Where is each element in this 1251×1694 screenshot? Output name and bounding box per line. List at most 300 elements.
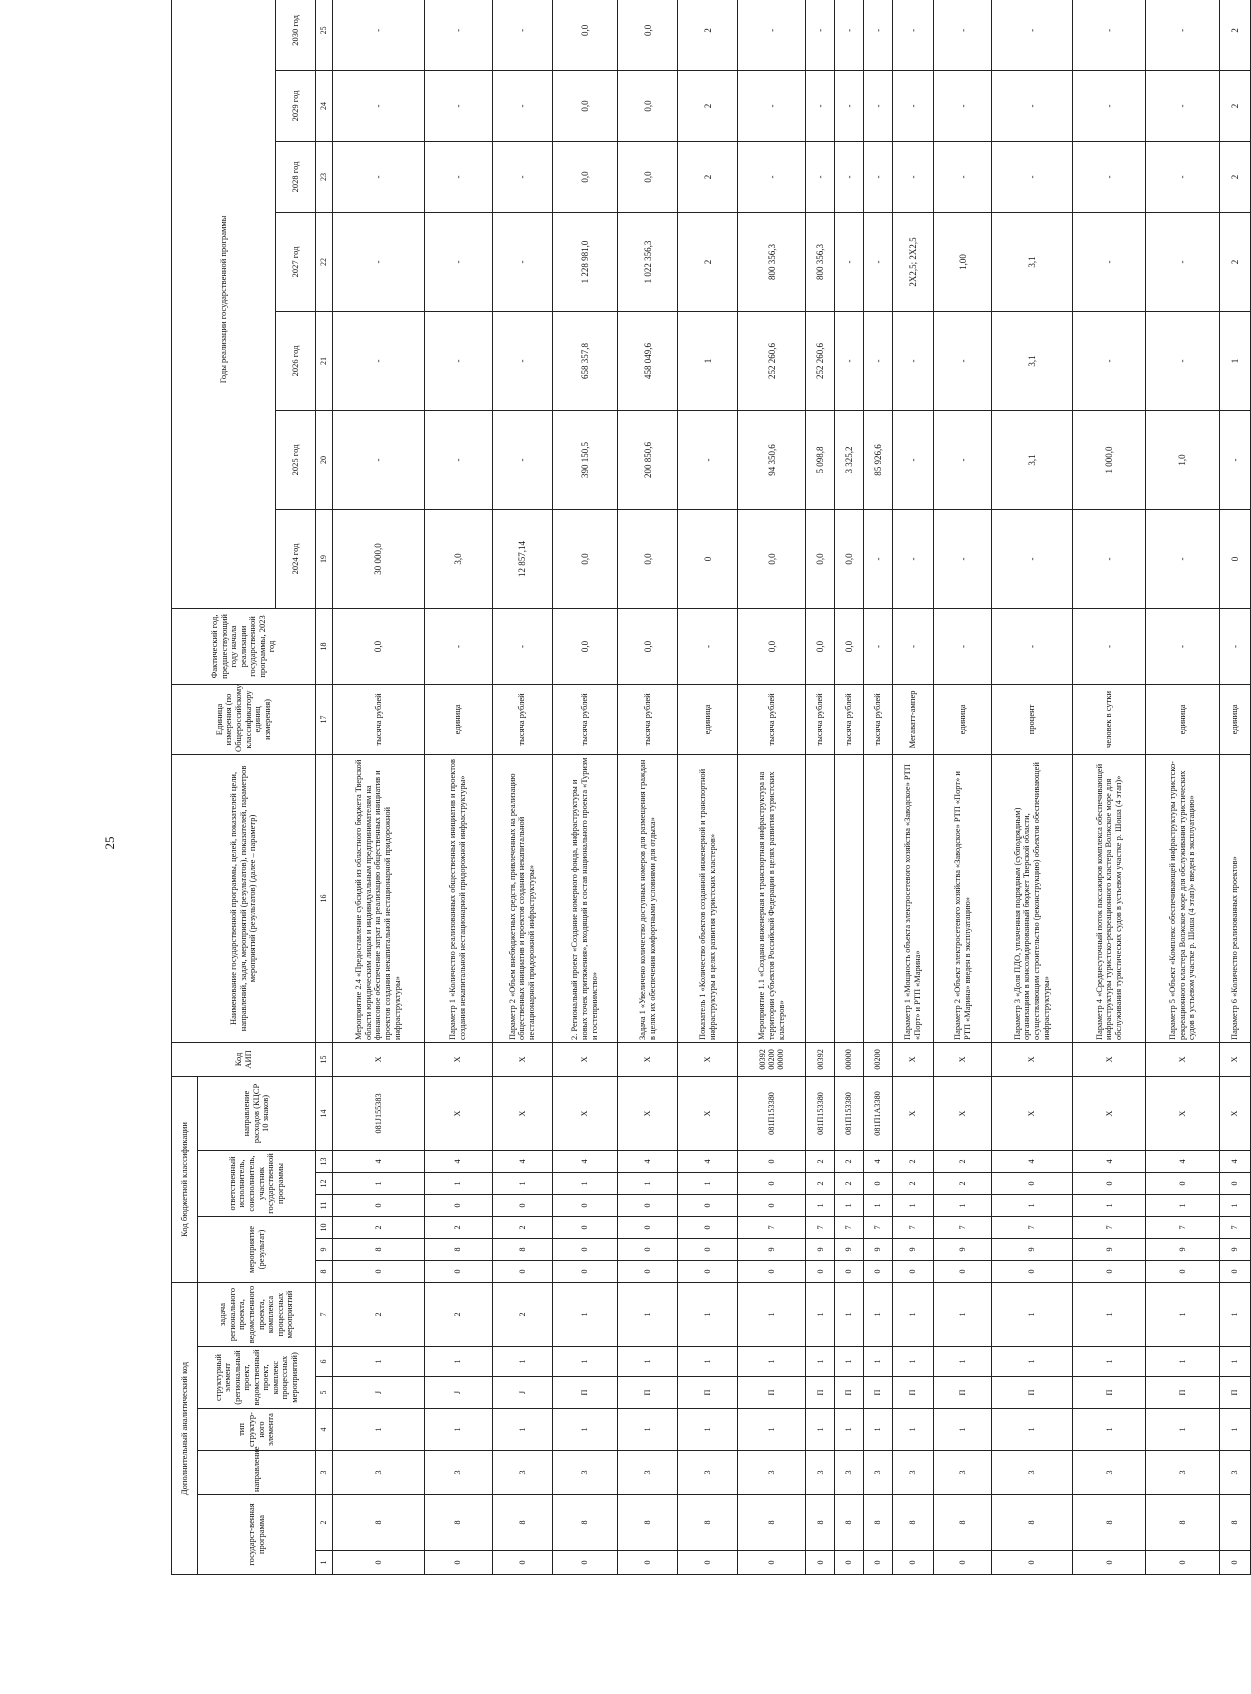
year-value-cell: 0: [1219, 509, 1251, 608]
year-value-cell: 0,0: [552, 0, 617, 70]
kcsr-cell: X: [552, 1076, 617, 1150]
code-cell-c7: 1: [892, 1283, 934, 1347]
year-value-cell: 1 228 981,0: [552, 212, 617, 311]
code-cell-c2: 8: [678, 1495, 738, 1551]
description-cell: Параметр 2 «Объем внебюджетных средств, привлеченных на реализацию общественных инициатив и проектов создания некапитальной нестационарной придорожной инфраструктуры»: [492, 754, 552, 1042]
code-cell-c5: П: [1219, 1377, 1251, 1409]
code-cell-c9: 0: [618, 1239, 678, 1261]
code-cell-c9: 0: [678, 1239, 738, 1261]
aip-cell: X: [1073, 1042, 1146, 1076]
year-value-cell: 658 357,8: [552, 311, 617, 410]
description-cell: 2. Региональный проект «Создание номерного фонда, инфраструктуры и новых точек притяжения», входящий в состав национального проекта «Туризм и гостеприимство»: [552, 754, 617, 1042]
code-cell-c11: 1: [934, 1195, 992, 1217]
code-cell-c13: 0: [738, 1151, 806, 1173]
kcsr-cell: 081П153380: [738, 1076, 806, 1150]
year-value-cell: -: [892, 509, 934, 608]
year-value-cell: -: [1219, 410, 1251, 509]
code-cell-c11: 1: [863, 1195, 892, 1217]
table-row: [1073, 0, 1146, 1575]
code-cell-c1: 0: [835, 1551, 864, 1575]
code-cell-c12: 0: [1219, 1173, 1251, 1195]
code-cell-c10: 2: [333, 1217, 425, 1239]
code-cell-c6: 1: [1146, 1347, 1219, 1377]
factual-2023-cell: 0,0: [552, 608, 617, 684]
page-number: 25: [102, 836, 117, 850]
column-number: 14: [316, 1076, 333, 1150]
table-row: [1219, 0, 1251, 1575]
code-cell-c9: 0: [552, 1239, 617, 1261]
code-cell-c2: 8: [492, 1495, 552, 1551]
year-value-cell: -: [492, 0, 552, 70]
table-row: [424, 0, 492, 1575]
year-value-cell: -: [333, 410, 425, 509]
year-value-cell: 800 356,3: [738, 212, 806, 311]
year-value-cell: -: [738, 0, 806, 70]
code-cell-c8: 0: [1146, 1261, 1219, 1283]
code-cell-c9: 8: [424, 1239, 492, 1261]
year-value-cell: -: [1146, 509, 1219, 608]
code-cell-c4: 1: [618, 1409, 678, 1451]
code-cell-c11: 0: [738, 1195, 806, 1217]
code-cell-c9: 9: [1219, 1239, 1251, 1261]
kcsr-cell: 081П1А3380: [863, 1076, 892, 1150]
code-cell-c4: 1: [992, 1409, 1073, 1451]
code-cell-c1: 0: [1073, 1551, 1146, 1575]
unit-cell: тысяча рублей: [738, 684, 806, 754]
kcsr-cell: X: [934, 1076, 992, 1150]
code-cell-c8: 0: [424, 1261, 492, 1283]
code-cell-c10: 7: [992, 1217, 1073, 1239]
year-2027-header: 2027 год: [276, 212, 316, 311]
code-cell-c9: 9: [863, 1239, 892, 1261]
code-cell-c5: П: [806, 1377, 835, 1409]
code-cell-c4: 1: [424, 1409, 492, 1451]
year-value-cell: -: [992, 509, 1073, 608]
code-cell-c9: 9: [934, 1239, 992, 1261]
year-value-cell: 2Х2,5; 2Х2,5: [892, 212, 934, 311]
column-number: 3: [316, 1451, 333, 1495]
code-cell-c13: 2: [835, 1151, 864, 1173]
year-value-cell: 2: [1219, 0, 1251, 70]
year-value-cell: 0,0: [835, 509, 864, 608]
code-cell-c12: 0: [1146, 1173, 1219, 1195]
year-value-cell: 252 260,6: [806, 311, 835, 410]
year-value-cell: -: [1073, 0, 1146, 70]
code-cell-c1: 0: [424, 1551, 492, 1575]
year-value-cell: -: [892, 410, 934, 509]
code-cell-c2: 8: [738, 1495, 806, 1551]
description-cell: Мероприятие 1.1 «Создана инженерная и транспортная инфраструктура на территории субъектов Российской Федерации в целях развития туристских кластеров»: [738, 754, 806, 1042]
year-value-cell: -: [678, 410, 738, 509]
code-cell-c4: 1: [1073, 1409, 1146, 1451]
year-value-cell: -: [934, 410, 992, 509]
aip-cell: X: [492, 1042, 552, 1076]
year-value-cell: -: [333, 0, 425, 70]
kcsr-cell: 081П153380: [835, 1076, 864, 1150]
code-cell-c5: J: [424, 1377, 492, 1409]
code-cell-c2: 8: [835, 1495, 864, 1551]
column-number: 1: [316, 1551, 333, 1575]
factual-2023-cell: -: [492, 608, 552, 684]
year-value-cell: -: [1146, 212, 1219, 311]
code-cell-c13: 2: [806, 1151, 835, 1173]
code-cell-c11: 1: [835, 1195, 864, 1217]
year-value-cell: 1,00: [934, 212, 992, 311]
year-value-cell: -: [492, 70, 552, 141]
year-value-cell: 1,0: [1146, 410, 1219, 509]
year-value-cell: -: [806, 70, 835, 141]
aip-cell: 00392 00200 00000: [738, 1042, 806, 1076]
unit-cell: тысяча рублей: [492, 684, 552, 754]
code-cell-c9: 8: [333, 1239, 425, 1261]
code-cell-c6: 1: [678, 1347, 738, 1377]
code-cell-c7: 2: [424, 1283, 492, 1347]
column-number: 17: [316, 684, 333, 754]
code-cell-c6: 1: [738, 1347, 806, 1377]
year-value-cell: 2: [1219, 70, 1251, 141]
kcsr-cell: X: [492, 1076, 552, 1150]
year-value-cell: 2: [678, 212, 738, 311]
column-number: 10: [316, 1217, 333, 1239]
code-cell-c5: П: [992, 1377, 1073, 1409]
column-number: 5: [316, 1377, 333, 1409]
unit-cell: единица: [934, 684, 992, 754]
year-value-cell: -: [492, 410, 552, 509]
year-2024-header: 2024 год: [276, 509, 316, 608]
kcsr-cell: 081J155383: [333, 1076, 425, 1150]
code-cell-c12: 2: [892, 1173, 934, 1195]
factual-2023-cell: -: [424, 608, 492, 684]
kcsr-cell: X: [892, 1076, 934, 1150]
code-cell-c13: 2: [892, 1151, 934, 1173]
table-row: [552, 0, 617, 1575]
year-value-cell: -: [934, 509, 992, 608]
code-cell-c5: П: [835, 1377, 864, 1409]
description-cell: Параметр 6 «Количество реализованных проектов»: [1219, 754, 1251, 1042]
description-cell: [806, 754, 835, 1042]
code-cell-c6: 1: [1073, 1347, 1146, 1377]
code-cell-c7: 1: [1073, 1283, 1146, 1347]
column-number: 23: [316, 141, 333, 212]
code-cell-c4: 1: [863, 1409, 892, 1451]
year-value-cell: 200 850,6: [618, 410, 678, 509]
description-cell: Параметр 5 «Объект «Комплекс обеспечивающей инфраструктуры туристско-рекреационного кластера Волжское море для обслуживания туристических судов в устьевом участке р. Шоша (4 этап)» введен в эксплуатацию»: [1146, 754, 1219, 1042]
year-value-cell: 0,0: [618, 509, 678, 608]
code-cell-c11: 0: [678, 1195, 738, 1217]
year-value-cell: 3,0: [424, 509, 492, 608]
code-cell-c11: 1: [1073, 1195, 1146, 1217]
factual-2023-cell: -: [1146, 608, 1219, 684]
code-cell-c1: 0: [892, 1551, 934, 1575]
year-value-cell: 800 356,3: [806, 212, 835, 311]
code-cell-c1: 0: [618, 1551, 678, 1575]
kcsr-cell: X: [618, 1076, 678, 1150]
code-cell-c6: 1: [892, 1347, 934, 1377]
code-cell-c12: 0: [738, 1173, 806, 1195]
unit-cell: единица: [424, 684, 492, 754]
kcsr-cell: X: [1146, 1076, 1219, 1150]
code-cell-c7: 1: [934, 1283, 992, 1347]
direction-header: направление: [198, 1451, 316, 1495]
code-cell-c1: 0: [806, 1551, 835, 1575]
code-cell-c10: 0: [618, 1217, 678, 1239]
code-cell-c2: 8: [806, 1495, 835, 1551]
code-cell-c8: 0: [678, 1261, 738, 1283]
code-cell-c6: 1: [835, 1347, 864, 1377]
aip-cell: X: [1146, 1042, 1219, 1076]
kcsr-cell: X: [1073, 1076, 1146, 1150]
year-value-cell: -: [863, 311, 892, 410]
code-cell-c1: 0: [992, 1551, 1073, 1575]
year-2025-header: 2025 год: [276, 410, 316, 509]
year-value-cell: 85 926,6: [863, 410, 892, 509]
code-cell-c6: 1: [1219, 1347, 1251, 1377]
column-number: 15: [316, 1042, 333, 1076]
year-value-cell: -: [934, 70, 992, 141]
code-cell-c2: 8: [1219, 1495, 1251, 1551]
code-cell-c6: 1: [552, 1347, 617, 1377]
code-cell-c1: 0: [1219, 1551, 1251, 1575]
code-cell-c11: 0: [618, 1195, 678, 1217]
year-value-cell: -: [835, 70, 864, 141]
year-value-cell: -: [835, 311, 864, 410]
column-number: 25: [316, 0, 333, 70]
year-value-cell: -: [863, 70, 892, 141]
aip-cell: X: [934, 1042, 992, 1076]
year-value-cell: 0,0: [552, 509, 617, 608]
year-value-cell: 12 857,14: [492, 509, 552, 608]
year-2028-header: 2028 год: [276, 141, 316, 212]
aip-cell: 00392: [806, 1042, 835, 1076]
code-cell-c7: 1: [738, 1283, 806, 1347]
year-value-cell: -: [892, 70, 934, 141]
code-cell-c13: 4: [552, 1151, 617, 1173]
code-cell-c3: 3: [552, 1451, 617, 1495]
factual-year-header: Фактический год, предшествующий году начала реализации государственной программы, 2023 год: [172, 608, 316, 684]
code-cell-c3: 3: [424, 1451, 492, 1495]
code-cell-c5: J: [492, 1377, 552, 1409]
code-cell-c12: 1: [618, 1173, 678, 1195]
aip-cell: X: [992, 1042, 1073, 1076]
column-number: 22: [316, 212, 333, 311]
year-value-cell: 30 000,0: [333, 509, 425, 608]
code-cell-c2: 8: [992, 1495, 1073, 1551]
aip-cell: X: [678, 1042, 738, 1076]
unit-cell: тысяча рублей: [863, 684, 892, 754]
table-row: [934, 0, 992, 1575]
aip-cell: X: [618, 1042, 678, 1076]
year-value-cell: -: [992, 70, 1073, 141]
code-cell-c8: 0: [806, 1261, 835, 1283]
unit-cell: Мегаватт-ампер: [892, 684, 934, 754]
code-cell-c5: П: [892, 1377, 934, 1409]
unit-cell: тысяча рублей: [835, 684, 864, 754]
code-cell-c7: 1: [863, 1283, 892, 1347]
year-value-cell: -: [863, 509, 892, 608]
column-number: 2: [316, 1495, 333, 1551]
table-body: [333, 0, 1251, 1575]
description-cell: [863, 754, 892, 1042]
unit-cell: тысяча рублей: [333, 684, 425, 754]
year-value-cell: -: [1073, 212, 1146, 311]
code-cell-c2: 8: [552, 1495, 617, 1551]
year-value-cell: -: [934, 311, 992, 410]
code-cell-c12: 0: [1073, 1173, 1146, 1195]
description-cell: Параметр 3 «Доля ПДО, уплаченная подрядным (субподрядным) организациям в консолидированный бюджет Тверской области, осуществляющим строительство (реконструкцию) объектов обеспечивающей инфраструктуры»: [992, 754, 1073, 1042]
year-value-cell: -: [333, 311, 425, 410]
code-cell-c9: 9: [835, 1239, 864, 1261]
code-cell-c8: 0: [552, 1261, 617, 1283]
aip-cell: X: [333, 1042, 425, 1076]
year-value-cell: 0,0: [552, 141, 617, 212]
kcsr-cell: X: [992, 1076, 1073, 1150]
column-number: 16: [316, 754, 333, 1042]
year-value-cell: -: [333, 212, 425, 311]
code-cell-c8: 0: [738, 1261, 806, 1283]
table-row: [806, 0, 835, 1575]
aip-cell: X: [424, 1042, 492, 1076]
year-value-cell: 0,0: [552, 70, 617, 141]
code-cell-c12: 2: [934, 1173, 992, 1195]
additional-code-header: Дополнительный аналитический код: [172, 1283, 198, 1575]
year-2029-header: 2029 год: [276, 70, 316, 141]
code-cell-c2: 8: [424, 1495, 492, 1551]
code-cell-c1: 0: [934, 1551, 992, 1575]
year-value-cell: -: [863, 141, 892, 212]
code-cell-c3: 3: [1146, 1451, 1219, 1495]
unit-cell: тысяча рублей: [806, 684, 835, 754]
code-cell-c12: 2: [835, 1173, 864, 1195]
code-cell-c11: 0: [492, 1195, 552, 1217]
code-cell-c6: 1: [863, 1347, 892, 1377]
measure-header: мероприятие (результат): [198, 1217, 316, 1283]
code-cell-c7: 1: [992, 1283, 1073, 1347]
code-cell-c7: 1: [618, 1283, 678, 1347]
code-cell-c5: П: [1073, 1377, 1146, 1409]
year-2026-header: 2026 год: [276, 311, 316, 410]
aip-cell: 00200: [863, 1042, 892, 1076]
code-cell-c9: 9: [1073, 1239, 1146, 1261]
year-value-cell: -: [333, 141, 425, 212]
table-row: [738, 0, 806, 1575]
code-cell-c1: 0: [863, 1551, 892, 1575]
code-cell-c13: 4: [333, 1151, 425, 1173]
code-cell-c13: 4: [678, 1151, 738, 1173]
unit-cell: единица: [1146, 684, 1219, 754]
year-value-cell: -: [1073, 509, 1146, 608]
year-value-cell: -: [492, 141, 552, 212]
year-value-cell: 1: [678, 311, 738, 410]
year-value-cell: 0,0: [618, 70, 678, 141]
code-cell-c4: 1: [934, 1409, 992, 1451]
year-value-cell: -: [424, 212, 492, 311]
code-cell-c12: 0: [863, 1173, 892, 1195]
table-row: [892, 0, 934, 1575]
unit-column-header: Единица измерения (по Общероссийскому классификатору единиц измерения): [172, 684, 316, 754]
code-cell-c10: 7: [806, 1217, 835, 1239]
year-value-cell: -: [1073, 141, 1146, 212]
code-cell-c13: 4: [1219, 1151, 1251, 1173]
code-cell-c13: 4: [1146, 1151, 1219, 1173]
factual-2023-cell: 0,0: [738, 608, 806, 684]
code-cell-c6: 1: [333, 1347, 425, 1377]
code-cell-c1: 0: [1146, 1551, 1219, 1575]
code-cell-c3: 3: [892, 1451, 934, 1495]
table-row: [333, 0, 425, 1575]
code-cell-c2: 8: [1146, 1495, 1219, 1551]
kcsr-cell: X: [424, 1076, 492, 1150]
code-cell-c4: 1: [1146, 1409, 1219, 1451]
code-cell-c8: 0: [992, 1261, 1073, 1283]
column-number: 18: [316, 608, 333, 684]
table-row: [492, 0, 552, 1575]
aip-cell: X: [552, 1042, 617, 1076]
code-cell-c4: 1: [806, 1409, 835, 1451]
code-cell-c13: 4: [1073, 1151, 1146, 1173]
code-cell-c5: П: [678, 1377, 738, 1409]
description-cell: Задача 1 «Увеличено количество доступных номеров для размещения граждан в целях их обеспечения комфортными условиями для отдыха»: [618, 754, 678, 1042]
code-cell-c7: 2: [492, 1283, 552, 1347]
code-cell-c11: 0: [552, 1195, 617, 1217]
code-cell-c10: 7: [934, 1217, 992, 1239]
year-value-cell: -: [424, 410, 492, 509]
year-value-cell: 0,0: [618, 141, 678, 212]
column-number: 13: [316, 1151, 333, 1173]
description-cell: Показатель 1 «Количество объектов созданной инженерной и транспортной инфраструктуры в целях развития туристских кластеров»: [678, 754, 738, 1042]
factual-2023-cell: 0,0: [835, 608, 864, 684]
code-cell-c5: П: [1146, 1377, 1219, 1409]
year-value-cell: -: [863, 212, 892, 311]
code-cell-c3: 3: [492, 1451, 552, 1495]
code-cell-c12: 1: [552, 1173, 617, 1195]
code-cell-c3: 3: [806, 1451, 835, 1495]
column-number: 21: [316, 311, 333, 410]
code-cell-c9: 9: [1146, 1239, 1219, 1261]
year-value-cell: -: [333, 70, 425, 141]
code-cell-c7: 1: [1146, 1283, 1219, 1347]
code-cell-c12: 0: [992, 1173, 1073, 1195]
kcsr-cell: X: [1219, 1076, 1251, 1150]
table-row: [1146, 0, 1219, 1575]
code-cell-c6: 1: [492, 1347, 552, 1377]
factual-2023-cell: -: [992, 608, 1073, 684]
year-value-cell: 3,1: [992, 212, 1073, 311]
year-value-cell: -: [892, 141, 934, 212]
table-row: [863, 0, 892, 1575]
unit-cell: единица: [678, 684, 738, 754]
code-cell-c10: 0: [552, 1217, 617, 1239]
year-value-cell: 2: [678, 141, 738, 212]
unit-cell: единица: [1219, 684, 1251, 754]
table-row: [678, 0, 738, 1575]
year-value-cell: -: [934, 0, 992, 70]
code-cell-c10: 7: [1146, 1217, 1219, 1239]
year-value-cell: 94 350,6: [738, 410, 806, 509]
year-value-cell: 0,0: [618, 0, 678, 70]
table-row: [992, 0, 1073, 1575]
code-cell-c12: 1: [333, 1173, 425, 1195]
code-cell-c3: 3: [992, 1451, 1073, 1495]
code-cell-c8: 0: [835, 1261, 864, 1283]
column-number: 24: [316, 70, 333, 141]
factual-2023-cell: 0,0: [618, 608, 678, 684]
year-value-cell: 3,1: [992, 410, 1073, 509]
executor-header: ответственный исполнитель, соисполнитель, участник государственной программы: [198, 1151, 316, 1217]
code-cell-c10: 7: [1219, 1217, 1251, 1239]
description-cell: Параметр 4 «Среднесуточный поток пассажиров комплекса обеспечивающей инфраструктуры туристско-рекреационного кластера Волжское море для обслуживания туристических судов в устьевом участке р. Шоша (4 этап)»: [1073, 754, 1146, 1042]
aip-cell: 00000: [835, 1042, 864, 1076]
code-cell-c6: 1: [618, 1347, 678, 1377]
